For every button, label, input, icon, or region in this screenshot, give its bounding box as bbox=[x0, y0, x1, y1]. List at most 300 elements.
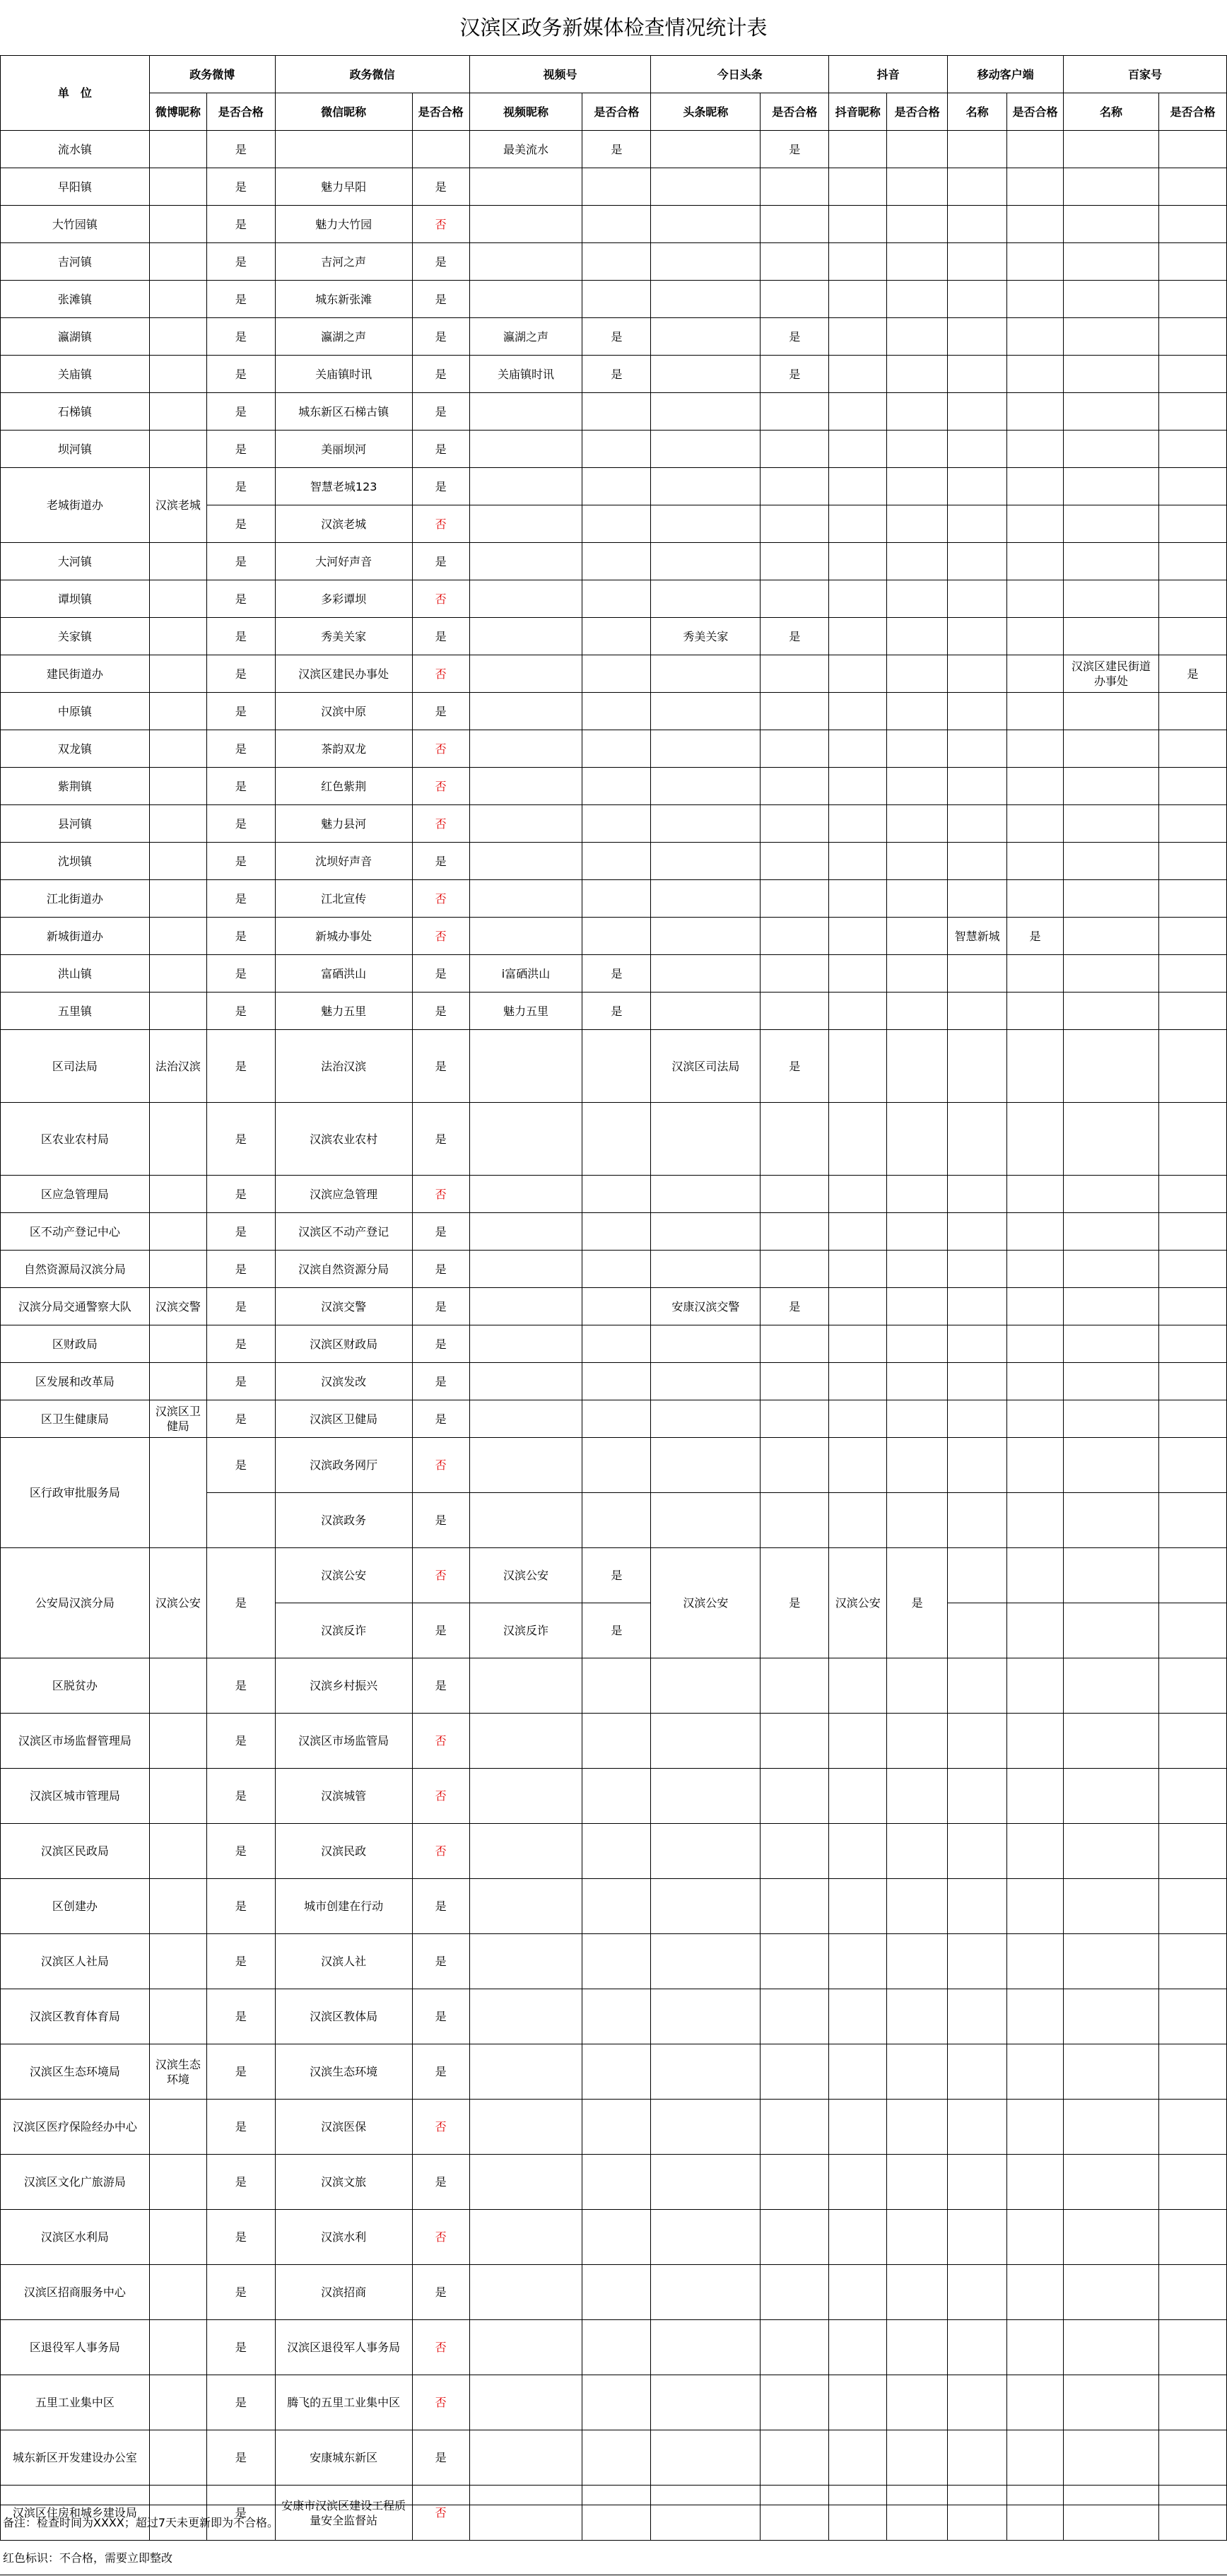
cell-weibo-name bbox=[149, 168, 206, 206]
table-row bbox=[1, 1325, 1227, 1363]
cell-toutiao-ok bbox=[761, 843, 829, 880]
header-field-13: 是否合格 bbox=[1158, 93, 1226, 131]
cell-weibo-name: 汉滨区卫健局 bbox=[149, 1400, 206, 1438]
cell-video-name bbox=[469, 2210, 582, 2265]
cell-baijia-ok bbox=[1158, 1103, 1226, 1176]
cell-wechat-ok: 是 bbox=[412, 1934, 469, 1989]
cell-baijia-ok bbox=[1158, 843, 1226, 880]
cell-weibo-ok: 是 bbox=[206, 955, 275, 993]
cell-toutiao-ok bbox=[761, 1400, 829, 1438]
cell-video-ok bbox=[582, 1400, 651, 1438]
cell-app-name bbox=[948, 356, 1007, 393]
cell-baijia-name bbox=[1064, 1658, 1159, 1714]
cell-weibo-ok: 是 bbox=[206, 1288, 275, 1325]
cell-douyin-name bbox=[829, 580, 887, 618]
cell-toutiao-name bbox=[651, 1879, 761, 1934]
cell-douyin-name bbox=[829, 1438, 887, 1493]
cell-baijia-name bbox=[1064, 1989, 1159, 2044]
cell-toutiao-name bbox=[651, 1176, 761, 1213]
header-field-8: 抖音昵称 bbox=[829, 93, 887, 131]
cell-unit: 建民街道办 bbox=[1, 655, 150, 693]
cell-wechat-name: 汉滨区财政局 bbox=[275, 1325, 412, 1363]
cell-video-ok bbox=[582, 1103, 651, 1176]
table-row bbox=[1, 1400, 1227, 1438]
cell-video-name bbox=[469, 206, 582, 243]
cell-douyin-ok bbox=[887, 243, 948, 281]
cell-video-name bbox=[469, 805, 582, 843]
cell-app-name bbox=[948, 168, 1007, 206]
cell-toutiao-name bbox=[651, 2044, 761, 2100]
cell-app-ok bbox=[1007, 1176, 1064, 1213]
cell-toutiao-ok bbox=[761, 393, 829, 431]
cell-app-name bbox=[948, 730, 1007, 768]
cell-app-name bbox=[948, 805, 1007, 843]
cell-weibo-name bbox=[149, 2375, 206, 2430]
cell-weibo-ok: 是 bbox=[206, 805, 275, 843]
cell-video-name bbox=[469, 1213, 582, 1251]
cell-toutiao-name bbox=[651, 543, 761, 580]
cell-douyin-name bbox=[829, 1325, 887, 1363]
cell-wechat-ok: 是 bbox=[412, 618, 469, 655]
cell-app-ok bbox=[1007, 1658, 1064, 1714]
header-field-0: 微博昵称 bbox=[149, 93, 206, 131]
cell-unit: 谭坝镇 bbox=[1, 580, 150, 618]
table-row bbox=[1, 1213, 1227, 1251]
cell-wechat-name: 汉滨区不动产登记 bbox=[275, 1213, 412, 1251]
cell-baijia-ok bbox=[1158, 1824, 1226, 1879]
cell-app-name bbox=[948, 2375, 1007, 2430]
cell-baijia-name bbox=[1064, 880, 1159, 918]
cell-douyin-name bbox=[829, 131, 887, 168]
table-row bbox=[1, 618, 1227, 655]
cell-toutiao-ok bbox=[761, 1989, 829, 2044]
cell-video-ok bbox=[582, 580, 651, 618]
sheet-title: 汉滨区政务新媒体检查情况统计表 bbox=[459, 16, 768, 40]
cell-app-ok bbox=[1007, 318, 1064, 356]
cell-baijia-name bbox=[1064, 1714, 1159, 1769]
cell-weibo-name bbox=[149, 2100, 206, 2155]
cell-wechat-ok: 是 bbox=[412, 1493, 469, 1548]
cell-toutiao-ok bbox=[761, 2155, 829, 2210]
cell-toutiao-ok bbox=[761, 431, 829, 468]
cell-app-ok bbox=[1007, 843, 1064, 880]
cell-video-name bbox=[469, 2155, 582, 2210]
cell-wechat-name: 汉滨医保 bbox=[275, 2100, 412, 2155]
cell-app-name bbox=[948, 693, 1007, 730]
cell-weibo-ok: 是 bbox=[206, 768, 275, 805]
cell-app-ok bbox=[1007, 431, 1064, 468]
table-row bbox=[1, 955, 1227, 993]
cell-app-name bbox=[948, 1325, 1007, 1363]
cell-video-ok bbox=[582, 843, 651, 880]
cell-unit: 石梯镇 bbox=[1, 393, 150, 431]
cell-app-name bbox=[948, 431, 1007, 468]
cell-toutiao-name bbox=[651, 1989, 761, 2044]
cell-unit: 区卫生健康局 bbox=[1, 1400, 150, 1438]
cell-weibo-name bbox=[149, 768, 206, 805]
cell-baijia-ok bbox=[1158, 2155, 1226, 2210]
cell-douyin-ok bbox=[887, 543, 948, 580]
cell-toutiao-ok: 是 bbox=[761, 131, 829, 168]
cell-douyin-name bbox=[829, 843, 887, 880]
cell-toutiao-name bbox=[651, 2430, 761, 2486]
cell-douyin-name bbox=[829, 1493, 887, 1548]
cell-douyin-name bbox=[829, 993, 887, 1030]
cell-app-ok bbox=[1007, 1879, 1064, 1934]
cell-wechat-ok: 否 bbox=[412, 2210, 469, 2265]
cell-douyin-ok bbox=[887, 1438, 948, 1493]
cell-douyin-name bbox=[829, 1824, 887, 1879]
cell-weibo-name bbox=[149, 431, 206, 468]
cell-toutiao-name: 汉滨区司法局 bbox=[651, 1030, 761, 1103]
cell-toutiao-ok bbox=[761, 1879, 829, 1934]
cell-app-ok bbox=[1007, 768, 1064, 805]
cell-app-name bbox=[948, 880, 1007, 918]
cell-wechat-name: 安康城东新区 bbox=[275, 2430, 412, 2486]
cell-weibo-ok: 是 bbox=[206, 393, 275, 431]
cell-weibo-name bbox=[149, 281, 206, 318]
cell-weibo-name bbox=[149, 1934, 206, 1989]
cell-app-ok bbox=[1007, 618, 1064, 655]
cell-app-name bbox=[948, 1176, 1007, 1213]
cell-toutiao-name bbox=[651, 393, 761, 431]
cell-toutiao-name bbox=[651, 655, 761, 693]
cell-weibo-name bbox=[149, 2320, 206, 2375]
cell-app-name bbox=[948, 1030, 1007, 1103]
table-row bbox=[1, 243, 1227, 281]
cell-douyin-ok bbox=[887, 1658, 948, 1714]
cell-douyin-name bbox=[829, 468, 887, 505]
cell-douyin-name bbox=[829, 356, 887, 393]
table-row bbox=[1, 1288, 1227, 1325]
cell-toutiao-name: 秀美关家 bbox=[651, 618, 761, 655]
cell-app-ok bbox=[1007, 1824, 1064, 1879]
cell-wechat-ok: 是 bbox=[412, 168, 469, 206]
cell-toutiao-name bbox=[651, 693, 761, 730]
cell-baijia-name bbox=[1064, 1176, 1159, 1213]
cell-video-name bbox=[469, 1769, 582, 1824]
cell-toutiao-ok bbox=[761, 1934, 829, 1989]
cell-app-name bbox=[948, 281, 1007, 318]
cell-weibo-ok: 是 bbox=[206, 880, 275, 918]
cell-douyin-name bbox=[829, 1658, 887, 1714]
header-field-7: 是否合格 bbox=[761, 93, 829, 131]
cell-toutiao-name bbox=[651, 431, 761, 468]
cell-baijia-ok bbox=[1158, 993, 1226, 1030]
cell-video-ok bbox=[582, 2430, 651, 2486]
cell-baijia-name bbox=[1064, 955, 1159, 993]
cell-baijia-name bbox=[1064, 1548, 1159, 1603]
cell-toutiao-ok bbox=[761, 281, 829, 318]
cell-video-ok bbox=[582, 431, 651, 468]
cell-douyin-ok bbox=[887, 131, 948, 168]
cell-douyin-ok bbox=[887, 730, 948, 768]
table-row bbox=[1, 2320, 1227, 2375]
cell-video-ok bbox=[582, 655, 651, 693]
cell-unit: 早阳镇 bbox=[1, 168, 150, 206]
table-row bbox=[1, 843, 1227, 880]
cell-baijia-name bbox=[1064, 2320, 1159, 2375]
header-field-2: 微信昵称 bbox=[275, 93, 412, 131]
cell-baijia-name bbox=[1064, 1603, 1159, 1658]
cell-baijia-ok bbox=[1158, 1400, 1226, 1438]
header-unit: 单 位 bbox=[1, 56, 150, 131]
cell-video-ok bbox=[582, 1879, 651, 1934]
cell-video-name bbox=[469, 393, 582, 431]
cell-toutiao-name bbox=[651, 1493, 761, 1548]
cell-weibo-ok: 是 bbox=[206, 1934, 275, 1989]
cell-toutiao-ok bbox=[761, 1438, 829, 1493]
cell-video-name bbox=[469, 1879, 582, 1934]
cell-wechat-name: 魅力大竹园 bbox=[275, 206, 412, 243]
notes-area bbox=[0, 2505, 1227, 2575]
cell-video-name bbox=[469, 1103, 582, 1176]
cell-douyin-name bbox=[829, 1714, 887, 1769]
cell-baijia-ok: 是 bbox=[1158, 655, 1226, 693]
cell-wechat-ok: 否 bbox=[412, 918, 469, 955]
cell-toutiao-ok bbox=[761, 206, 829, 243]
cell-wechat-ok: 是 bbox=[412, 2155, 469, 2210]
cell-douyin-ok bbox=[887, 356, 948, 393]
cell-app-ok bbox=[1007, 1213, 1064, 1251]
cell-app-ok bbox=[1007, 281, 1064, 318]
cell-baijia-name bbox=[1064, 2375, 1159, 2430]
cell-douyin-ok bbox=[887, 281, 948, 318]
cell-unit: 汉滨区城市管理局 bbox=[1, 1769, 150, 1824]
cell-video-ok bbox=[582, 1934, 651, 1989]
table-row bbox=[1, 1714, 1227, 1769]
table-row bbox=[1, 880, 1227, 918]
cell-toutiao-name bbox=[651, 1658, 761, 1714]
cell-app-name bbox=[948, 1363, 1007, 1400]
cell-douyin-name bbox=[829, 505, 887, 543]
cell-unit: 区应急管理局 bbox=[1, 1176, 150, 1213]
cell-toutiao-name bbox=[651, 1251, 761, 1288]
cell-wechat-name: 城东新区石梯古镇 bbox=[275, 393, 412, 431]
cell-wechat-ok: 是 bbox=[412, 1879, 469, 1934]
cell-toutiao-name bbox=[651, 730, 761, 768]
header-field-4: 视频昵称 bbox=[469, 93, 582, 131]
cell-app-name bbox=[948, 843, 1007, 880]
cell-baijia-ok bbox=[1158, 918, 1226, 955]
table-row bbox=[1, 1176, 1227, 1213]
cell-app-ok bbox=[1007, 1400, 1064, 1438]
cell-toutiao-name bbox=[651, 918, 761, 955]
cell-video-ok bbox=[582, 281, 651, 318]
cell-video-ok bbox=[582, 505, 651, 543]
cell-douyin-name bbox=[829, 693, 887, 730]
cell-toutiao-name bbox=[651, 1934, 761, 1989]
cell-douyin-ok bbox=[887, 168, 948, 206]
cell-toutiao-name bbox=[651, 1400, 761, 1438]
cell-video-name bbox=[469, 843, 582, 880]
cell-app-ok bbox=[1007, 2210, 1064, 2265]
cell-toutiao-name bbox=[651, 468, 761, 505]
table-row bbox=[1, 2430, 1227, 2486]
cell-app-name bbox=[948, 2430, 1007, 2486]
cell-video-ok: 是 bbox=[582, 1548, 651, 1603]
cell-wechat-ok: 是 bbox=[412, 543, 469, 580]
cell-douyin-ok bbox=[887, 2320, 948, 2375]
header-field-6: 头条昵称 bbox=[651, 93, 761, 131]
cell-weibo-name bbox=[149, 655, 206, 693]
cell-unit: 区创建办 bbox=[1, 1879, 150, 1934]
cell-douyin-ok bbox=[887, 318, 948, 356]
cell-weibo-ok: 是 bbox=[206, 1658, 275, 1714]
cell-wechat-name: 汉滨城管 bbox=[275, 1769, 412, 1824]
cell-app-name bbox=[948, 1769, 1007, 1824]
cell-video-name bbox=[469, 1325, 582, 1363]
header-field-10: 名称 bbox=[948, 93, 1007, 131]
cell-baijia-name bbox=[1064, 730, 1159, 768]
cell-video-name: 关庙镇时讯 bbox=[469, 356, 582, 393]
cell-toutiao-ok bbox=[761, 655, 829, 693]
cell-douyin-ok bbox=[887, 1769, 948, 1824]
cell-toutiao-name bbox=[651, 805, 761, 843]
cell-app-name bbox=[948, 1658, 1007, 1714]
cell-douyin-ok bbox=[887, 1989, 948, 2044]
cell-unit: 流水镇 bbox=[1, 131, 150, 168]
cell-wechat-name: 汉滨区教体局 bbox=[275, 1989, 412, 2044]
cell-unit: 坝河镇 bbox=[1, 431, 150, 468]
cell-baijia-ok bbox=[1158, 1714, 1226, 1769]
cell-wechat-ok: 是 bbox=[412, 356, 469, 393]
cell-douyin-ok bbox=[887, 1934, 948, 1989]
cell-wechat-ok: 否 bbox=[412, 805, 469, 843]
cell-baijia-ok bbox=[1158, 693, 1226, 730]
table-row bbox=[1, 1769, 1227, 1824]
cell-baijia-ok bbox=[1158, 1176, 1226, 1213]
cell-toutiao-name bbox=[651, 1325, 761, 1363]
cell-douyin-ok bbox=[887, 2375, 948, 2430]
cell-app-ok bbox=[1007, 1363, 1064, 1400]
cell-wechat-name: 汉滨农业农村 bbox=[275, 1103, 412, 1176]
cell-unit: 张滩镇 bbox=[1, 281, 150, 318]
cell-douyin-ok bbox=[887, 1030, 948, 1103]
header-group-6: 百家号 bbox=[1064, 56, 1227, 93]
cell-wechat-name: 汉滨自然资源分局 bbox=[275, 1251, 412, 1288]
cell-video-ok bbox=[582, 730, 651, 768]
cell-weibo-ok: 是 bbox=[206, 1824, 275, 1879]
cell-weibo-name bbox=[149, 1989, 206, 2044]
cell-weibo-ok: 是 bbox=[206, 2100, 275, 2155]
cell-video-ok bbox=[582, 2155, 651, 2210]
cell-unit: 紫荆镇 bbox=[1, 768, 150, 805]
cell-toutiao-name bbox=[651, 1714, 761, 1769]
cell-video-ok bbox=[582, 2265, 651, 2320]
header-group-4: 抖音 bbox=[829, 56, 948, 93]
statistics-table bbox=[0, 55, 1227, 2541]
cell-video-name bbox=[469, 1176, 582, 1213]
cell-app-name bbox=[948, 1103, 1007, 1176]
cell-video-name bbox=[469, 1288, 582, 1325]
cell-baijia-ok bbox=[1158, 206, 1226, 243]
cell-douyin-ok bbox=[887, 1493, 948, 1548]
cell-wechat-name: 汉滨文旅 bbox=[275, 2155, 412, 2210]
cell-wechat-name: 多彩谭坝 bbox=[275, 580, 412, 618]
cell-weibo-name bbox=[149, 1879, 206, 1934]
cell-weibo-name bbox=[149, 693, 206, 730]
cell-douyin-ok bbox=[887, 843, 948, 880]
cell-video-name: i富硒洪山 bbox=[469, 955, 582, 993]
cell-baijia-ok bbox=[1158, 1934, 1226, 1989]
cell-douyin-name bbox=[829, 243, 887, 281]
cell-baijia-name bbox=[1064, 1438, 1159, 1493]
cell-douyin-name bbox=[829, 2155, 887, 2210]
cell-baijia-ok bbox=[1158, 318, 1226, 356]
cell-baijia-ok bbox=[1158, 1363, 1226, 1400]
cell-baijia-ok bbox=[1158, 1325, 1226, 1363]
cell-douyin-ok bbox=[887, 1400, 948, 1438]
cell-unit: 汉滨区人社局 bbox=[1, 1934, 150, 1989]
cell-baijia-ok bbox=[1158, 2375, 1226, 2430]
cell-douyin-name bbox=[829, 2265, 887, 2320]
cell-toutiao-name bbox=[651, 281, 761, 318]
cell-douyin-ok bbox=[887, 1879, 948, 1934]
cell-douyin-ok bbox=[887, 2430, 948, 2486]
cell-video-name bbox=[469, 1934, 582, 1989]
cell-toutiao-ok bbox=[761, 1769, 829, 1824]
cell-app-ok bbox=[1007, 168, 1064, 206]
cell-app-name bbox=[948, 1288, 1007, 1325]
cell-wechat-name: 汉滨民政 bbox=[275, 1824, 412, 1879]
cell-baijia-name bbox=[1064, 1251, 1159, 1288]
cell-wechat-name: 汉滨水利 bbox=[275, 2210, 412, 2265]
cell-toutiao-ok bbox=[761, 2210, 829, 2265]
cell-douyin-name bbox=[829, 543, 887, 580]
cell-wechat-name: 沈坝好声音 bbox=[275, 843, 412, 880]
cell-video-ok: 是 bbox=[582, 356, 651, 393]
cell-baijia-name bbox=[1064, 993, 1159, 1030]
cell-video-name bbox=[469, 1658, 582, 1714]
table-row bbox=[1, 730, 1227, 768]
cell-toutiao-ok bbox=[761, 468, 829, 505]
cell-video-ok: 是 bbox=[582, 1603, 651, 1658]
cell-unit: 大河镇 bbox=[1, 543, 150, 580]
cell-toutiao-ok bbox=[761, 993, 829, 1030]
cell-weibo-name bbox=[149, 1714, 206, 1769]
cell-wechat-ok: 是 bbox=[412, 1288, 469, 1325]
cell-app-name bbox=[948, 543, 1007, 580]
cell-toutiao-ok bbox=[761, 2430, 829, 2486]
cell-douyin-name bbox=[829, 2430, 887, 2486]
cell-baijia-ok bbox=[1158, 1989, 1226, 2044]
cell-baijia-name bbox=[1064, 693, 1159, 730]
cell-toutiao-name bbox=[651, 1824, 761, 1879]
cell-unit: 汉滨区教育体育局 bbox=[1, 1989, 150, 2044]
cell-toutiao-ok bbox=[761, 730, 829, 768]
cell-app-name bbox=[948, 1493, 1007, 1548]
cell-weibo-ok: 是 bbox=[206, 243, 275, 281]
cell-douyin-name bbox=[829, 805, 887, 843]
table-row bbox=[1, 393, 1227, 431]
cell-toutiao-ok bbox=[761, 168, 829, 206]
cell-unit: 汉滨区水利局 bbox=[1, 2210, 150, 2265]
cell-app-name bbox=[948, 318, 1007, 356]
cell-baijia-name bbox=[1064, 1030, 1159, 1103]
cell-wechat-name: 瀛湖之声 bbox=[275, 318, 412, 356]
cell-baijia-ok bbox=[1158, 431, 1226, 468]
cell-app-name bbox=[948, 2210, 1007, 2265]
cell-douyin-ok bbox=[887, 1213, 948, 1251]
cell-toutiao-name bbox=[651, 880, 761, 918]
cell-video-name bbox=[469, 1824, 582, 1879]
cell-weibo-name bbox=[149, 843, 206, 880]
cell-app-ok bbox=[1007, 2044, 1064, 2100]
cell-weibo-name bbox=[149, 2265, 206, 2320]
cell-wechat-ok: 是 bbox=[412, 2044, 469, 2100]
cell-weibo-name bbox=[149, 805, 206, 843]
